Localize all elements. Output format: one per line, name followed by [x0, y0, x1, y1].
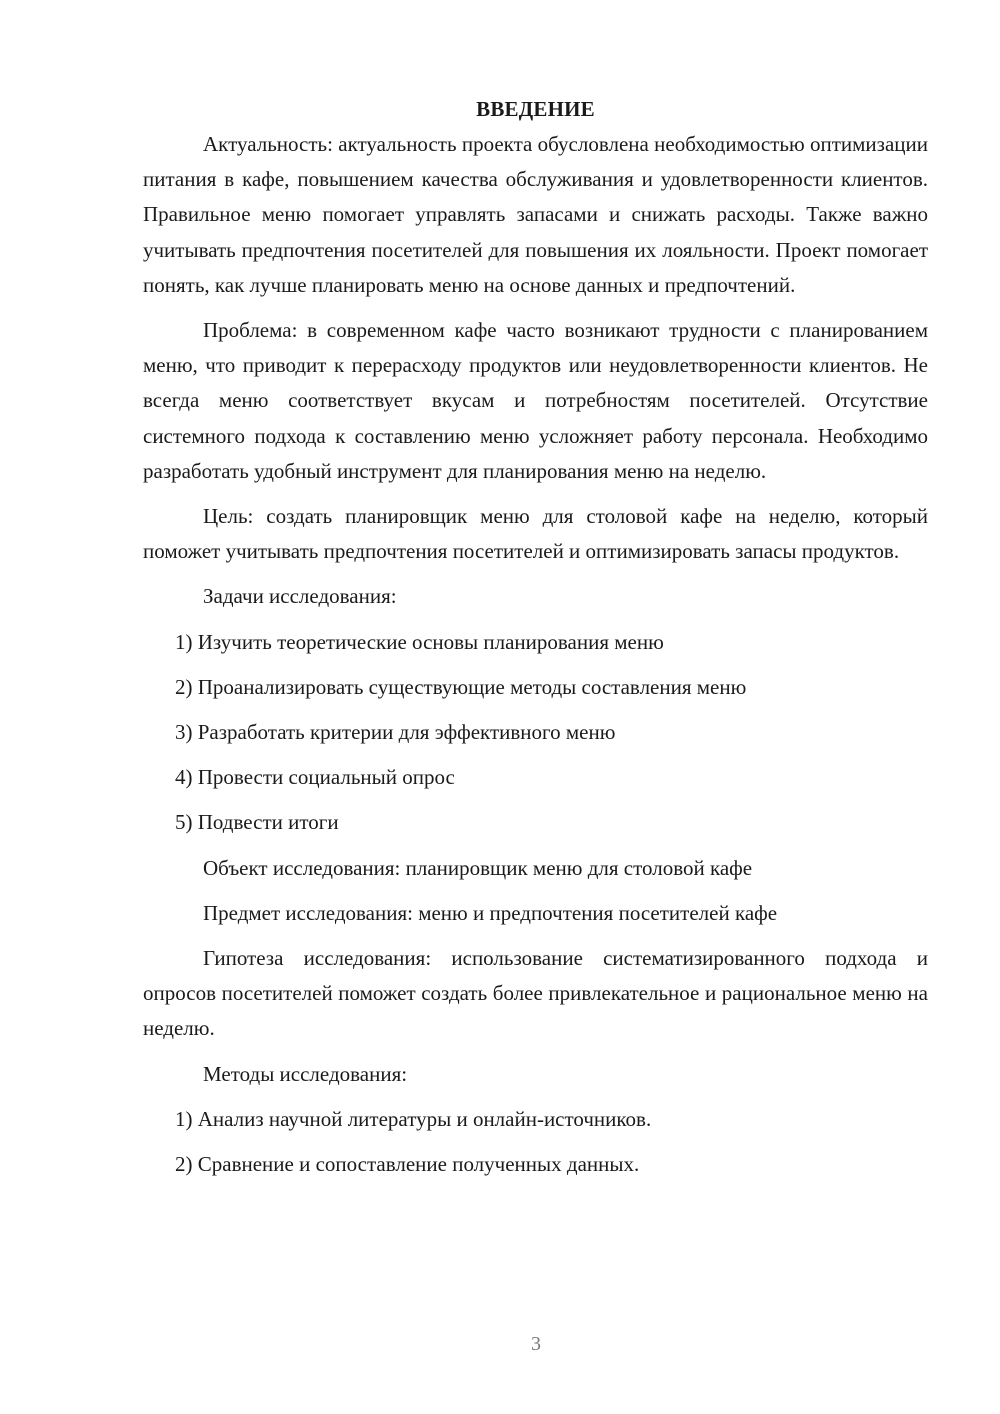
methods-heading: Методы исследования:: [203, 1061, 408, 1086]
page-content: [143, 92, 928, 1182]
task-item: 1) Изучить теоретические основы планирования меню: [175, 629, 664, 654]
goal-paragraph: Цель: создать планировщик меню для столовой кафе на неделю, который поможет учитывать предпочтения посетителей и оптимизировать запасы продуктов.: [143, 504, 928, 564]
relevance-paragraph: Актуальность: актуальность проекта обусловлена необходимостью оптимизации питания в кафе, повышением качества обслуживания и удовлетворенности клиентов. Правильное меню помогает управлять запасами и снижать расходы. Также важно учитывать предпочтения посетителей для повышения их лояльности. Проект помогает понять, как лучше планировать меню на основе данных и предпочтений.: [143, 132, 928, 297]
object-line: Объект исследования: планировщик меню для столовой кафе: [203, 855, 753, 880]
task-item: 5) Подвести итоги: [175, 810, 339, 835]
task-item: 4) Провести социальный опрос: [175, 765, 455, 790]
hypothesis-paragraph: Гипотеза исследования: использование систематизированного подхода и опросов посетителей поможет создать более привлекательное и рациональное меню на неделю.: [143, 946, 928, 1041]
problem-paragraph: Проблема: в современном кафе часто возникают трудности с планированием меню, что приводит к перерасходу продуктов или неудовлетворенности клиентов. Не всегда меню соответствует вкусам и потребностям посетителей. Отсутствие системного подхода к составлению меню усложняет работу персонала. Необходимо разработать удобный инструмент для планирования меню на неделю.: [143, 318, 928, 483]
method-item: 2) Сравнение и сопоставление полученных данных.: [175, 1152, 640, 1177]
task-item: 2) Проанализировать существующие методы составления меню: [175, 674, 747, 699]
method-item: 1) Анализ научной литературы и онлайн-источников.: [175, 1106, 652, 1131]
task-item: 3) Разработать критерии для эффективного меню: [175, 720, 616, 745]
page-number: 3: [531, 1333, 541, 1355]
section-title: ВВЕДЕНИЕ: [476, 97, 595, 121]
tasks-heading: Задачи исследования:: [203, 584, 397, 609]
subject-line: Предмет исследования: меню и предпочтения посетителей кафе: [203, 900, 778, 925]
